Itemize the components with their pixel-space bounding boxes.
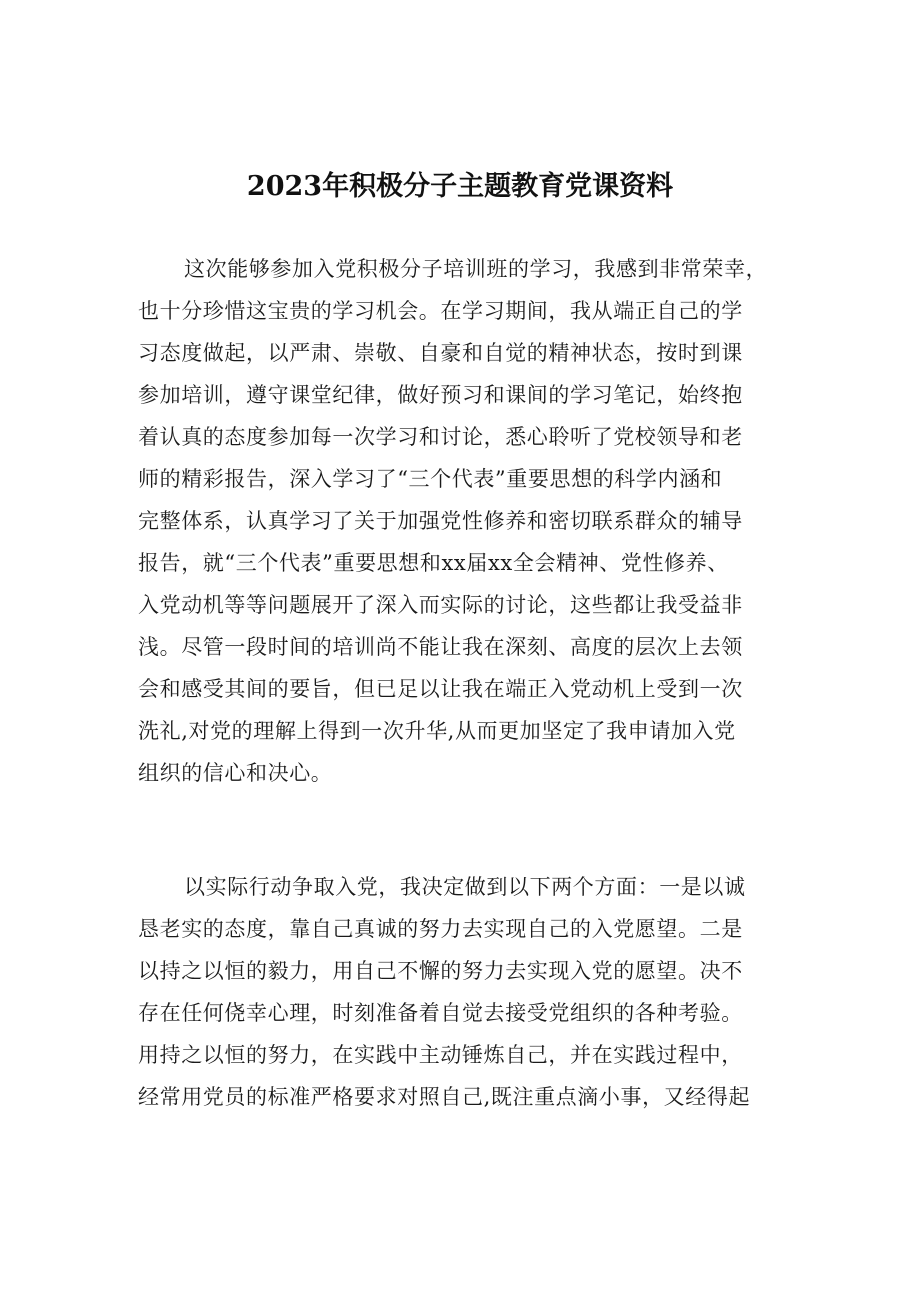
paragraph-line: 以持之以恒的毅力，用自己不懈的努力去实现入党的愿望。决不 bbox=[138, 959, 743, 983]
paragraph-line: 师的精彩报告，深入学习了“三个代表”重要思想的科学内涵和 bbox=[138, 467, 723, 491]
paragraph-line: 报告，就“三个代表”重要思想和xx届xx全会精神、党性修养、 bbox=[138, 551, 729, 575]
document-title: 2023年积极分子主题教育党课资料 bbox=[246, 171, 674, 202]
paragraph-line: 恳老实的态度，靠自己真诚的努力去实现自己的入党愿望。二是 bbox=[138, 917, 743, 941]
paragraph-line: 组织的信心和决心。 bbox=[138, 761, 333, 785]
paragraph-line: 参加培训，遵守课堂纪律，做好预习和课间的学习笔记，始终抱 bbox=[138, 383, 743, 407]
paragraph-2 bbox=[138, 866, 786, 1118]
paragraph-line: 入党动机等等问题展开了深入而实际的讨论，这些都让我受益非 bbox=[138, 593, 743, 617]
paragraph-line: 会和感受其间的要旨，但已足以让我在端正入党动机上受到一次 bbox=[138, 677, 743, 701]
paragraph-line: 洗礼,对党的理解上得到一次升华,从而更加坚定了我申请加入党 bbox=[138, 719, 736, 743]
paragraph-line: 习态度做起，以严肃、崇敬、自豪和自觉的精神状态，按时到课 bbox=[138, 341, 743, 365]
paragraph-line: 也十分珍惜这宝贵的学习机会。在学习期间，我从端正自己的学 bbox=[138, 299, 743, 323]
paragraph-line: 这次能够参加入党积极分子培训班的学习，我感到非常荣幸， bbox=[184, 257, 768, 281]
paragraph-line: 用持之以恒的努力，在实践中主动锤炼自己，并在实践过程中， bbox=[138, 1043, 743, 1067]
paragraph-line: 浅。尽管一段时间的培训尚不能让我在深刻、高度的层次上去领 bbox=[138, 635, 743, 659]
paragraph-line: 经常用党员的标准严格要求对照自己,既注重点滴小事，又经得起 bbox=[138, 1085, 751, 1109]
paragraph-line: 完整体系，认真学习了关于加强党性修养和密切联系群众的辅导 bbox=[138, 509, 743, 533]
paragraph-line: 存在任何侥幸心理，时刻准备着自觉去接受党组织的各种考验。 bbox=[138, 1001, 743, 1025]
paragraph-1 bbox=[138, 248, 786, 794]
paragraph-line: 着认真的态度参加每一次学习和讨论，悉心聆听了党校领导和老 bbox=[138, 425, 743, 449]
paragraph-line: 以实际行动争取入党，我决定做到以下两个方面：一是以诚 bbox=[184, 875, 746, 899]
